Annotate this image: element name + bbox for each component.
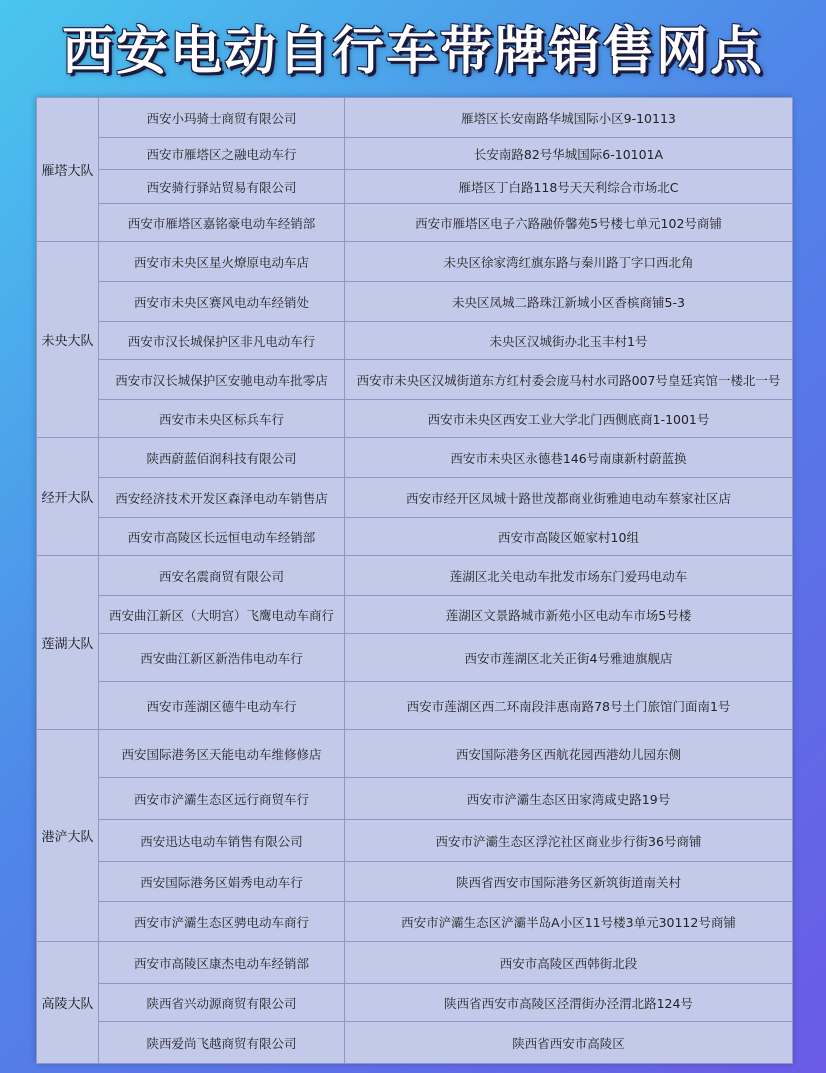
store-name: 西安曲江新区新浩伟电动车行 — [99, 634, 345, 682]
store-address: 西安市高陵区西韩街北段 — [345, 942, 793, 984]
store-name: 西安曲江新区（大明宫）飞鹰电动车商行 — [99, 596, 345, 634]
store-name: 西安迅达电动车销售有限公司 — [99, 820, 345, 862]
store-name: 西安小玛骑士商贸有限公司 — [99, 98, 345, 138]
table-row — [37, 682, 793, 730]
store-address: 西安市浐灞生态区田家湾咸史路19号 — [345, 778, 793, 820]
store-address: 陕西省西安市高陵区泾渭街办泾渭北路124号 — [345, 984, 793, 1022]
page-title: 西安电动自行车带牌销售网点 — [61, 22, 764, 82]
table-row — [37, 170, 793, 204]
table-row — [37, 478, 793, 518]
store-name: 陕西省兴动源商贸有限公司 — [99, 984, 345, 1022]
store-address: 西安市高陵区姬家村10组 — [345, 518, 793, 556]
store-name: 西安市莲湖区德牛电动车行 — [99, 682, 345, 730]
store-address: 长安南路82号华城国际6-10101A — [345, 138, 793, 170]
store-name: 西安市未央区星火燎原电动车店 — [99, 242, 345, 282]
store-name: 西安市雁塔区嘉铭豪电动车经销部 — [99, 204, 345, 242]
table-row — [37, 400, 793, 438]
team-cell: 未央大队 — [37, 242, 99, 438]
table-row — [37, 778, 793, 820]
team-cell: 高陵大队 — [37, 942, 99, 1064]
team-cell: 雁塔大队 — [37, 98, 99, 242]
store-address: 西安市雁塔区电子六路融侨馨苑5号楼七单元102号商铺 — [345, 204, 793, 242]
store-name: 陕西蔚蓝佰润科技有限公司 — [99, 438, 345, 478]
table-row — [37, 984, 793, 1022]
store-address: 雁塔区长安南路华城国际小区9-10113 — [345, 98, 793, 138]
store-address: 西安国际港务区西航花园西港幼儿园东侧 — [345, 730, 793, 778]
team-cell: 莲湖大队 — [37, 556, 99, 730]
store-address: 西安市未央区西安工业大学北门西侧底商1-1001号 — [345, 400, 793, 438]
store-address: 未央区徐家湾红旗东路与秦川路丁字口西北角 — [345, 242, 793, 282]
store-name: 西安经济技术开发区森泽电动车销售店 — [99, 478, 345, 518]
table-row — [37, 138, 793, 170]
table-row — [37, 596, 793, 634]
store-name: 西安国际港务区天能电动车维修修店 — [99, 730, 345, 778]
store-name: 西安名震商贸有限公司 — [99, 556, 345, 596]
store-name: 西安市未央区标兵车行 — [99, 400, 345, 438]
team-cell: 经开大队 — [37, 438, 99, 556]
store-address: 西安市浐灞生态区浮沱社区商业步行街36号商铺 — [345, 820, 793, 862]
table-row — [37, 98, 793, 138]
store-name: 西安市高陵区长远恒电动车经销部 — [99, 518, 345, 556]
store-name: 西安市雁塔区之融电动车行 — [99, 138, 345, 170]
store-name: 陕西爱尚飞越商贸有限公司 — [99, 1022, 345, 1064]
store-address: 西安市浐灞生态区浐灞半岛A小区11号楼3单元30112号商铺 — [345, 902, 793, 942]
store-name: 西安市汉长城保护区安驰电动车批零店 — [99, 360, 345, 400]
store-address: 西安市未央区永德巷146号南康新村蔚蓝换 — [345, 438, 793, 478]
table-row — [37, 242, 793, 282]
table-row — [37, 1022, 793, 1064]
store-name: 西安市浐灞生态区远行商贸车行 — [99, 778, 345, 820]
store-name: 西安骑行驿站贸易有限公司 — [99, 170, 345, 204]
store-name: 西安市高陵区康杰电动车经销部 — [99, 942, 345, 984]
store-address: 雁塔区丁白路118号天天利综合市场北C — [345, 170, 793, 204]
stores-table-container — [36, 97, 792, 1063]
table-row — [37, 322, 793, 360]
store-address: 西安市未央区汉城街道东方红村委会庞马村水司路007号皇廷宾馆一楼北一号 — [345, 360, 793, 400]
store-name: 西安市浐灞生态区骋电动车商行 — [99, 902, 345, 942]
store-address: 西安市莲湖区北关正街4号雅迪旗舰店 — [345, 634, 793, 682]
store-address: 陕西省西安市高陵区 — [345, 1022, 793, 1064]
table-row — [37, 204, 793, 242]
table-row — [37, 942, 793, 984]
store-address: 莲湖区北关电动车批发市场东门爱玛电动车 — [345, 556, 793, 596]
store-name: 西安市汉长城保护区非凡电动车行 — [99, 322, 345, 360]
store-name: 西安国际港务区娟秀电动车行 — [99, 862, 345, 902]
table-row — [37, 438, 793, 478]
stores-table — [36, 97, 793, 1064]
store-address: 未央区凤城二路珠江新城小区香槟商铺5-3 — [345, 282, 793, 322]
store-address: 莲湖区文景路城市新苑小区电动车市场5号楼 — [345, 596, 793, 634]
table-row — [37, 556, 793, 596]
table-row — [37, 862, 793, 902]
team-cell: 港浐大队 — [37, 730, 99, 942]
store-name: 西安市未央区赛风电动车经销处 — [99, 282, 345, 322]
table-row — [37, 518, 793, 556]
table-row — [37, 282, 793, 322]
table-row — [37, 634, 793, 682]
table-row — [37, 820, 793, 862]
store-address: 未央区汉城街办北玉丰村1号 — [345, 322, 793, 360]
store-address: 陕西省西安市国际港务区新筑街道南关村 — [345, 862, 793, 902]
table-row — [37, 902, 793, 942]
table-row — [37, 730, 793, 778]
store-address: 西安市经开区凤城十路世茂都商业街雅迪电动车蔡家社区店 — [345, 478, 793, 518]
store-address: 西安市莲湖区西二环南段沣惠南路78号土门旅馆门面南1号 — [345, 682, 793, 730]
table-row — [37, 360, 793, 400]
